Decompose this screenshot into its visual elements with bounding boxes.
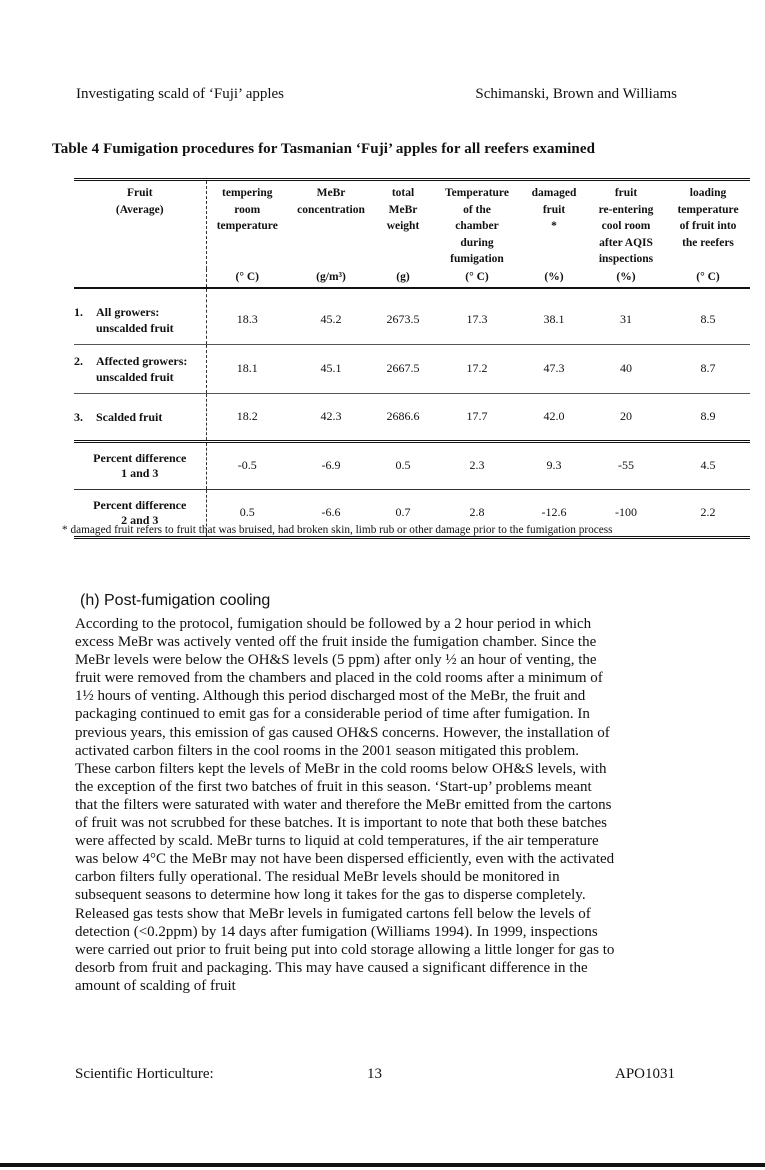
body-text-line: were carried out prior to fruit being put into cold storage allowing a little longer for gas to bbox=[75, 941, 615, 958]
column-header-line: Fruit bbox=[126, 187, 153, 199]
table-cell: -12.6 bbox=[541, 505, 567, 519]
column-header-line: fumigation bbox=[450, 253, 504, 265]
body-text-line: Released gas tests show that MeBr levels in fumigated cartons fell below the levels of bbox=[75, 905, 591, 922]
bottom-rule bbox=[0, 1163, 765, 1167]
table-cell: 20 bbox=[620, 409, 632, 423]
row-number: 3. bbox=[74, 409, 83, 424]
column-unit: (%) bbox=[544, 271, 564, 283]
column-unit: (° C) bbox=[696, 271, 720, 283]
table-cell: 18.3 bbox=[236, 312, 258, 326]
column-unit bbox=[74, 269, 206, 288]
row-label-line: Percent difference bbox=[93, 450, 187, 465]
body-text-line: the exception of the first two batches of fruit in this season. ‘Start-up’ problems meant bbox=[75, 778, 592, 795]
row-label-line: Percent difference bbox=[93, 497, 187, 512]
footer-code: APO1031 bbox=[614, 1066, 675, 1082]
column-header-line: after AQIS bbox=[599, 236, 653, 249]
body-text-line: 1½ hours of venting. Although this period discharged most of the MeBr, the fruit and bbox=[75, 688, 586, 705]
running-head-authors: Schimanski, Brown and Williams bbox=[475, 86, 677, 102]
row-label-line: All growers: bbox=[96, 304, 160, 319]
body-text-line: were affected by scald. MeBr turns to liquid at cold temperatures, if the air temperature bbox=[75, 833, 599, 850]
body-text-line: excess MeBr was actively vented off the fruit inside the fumigation chamber. Since the bbox=[75, 634, 597, 651]
row-number: 1. bbox=[74, 304, 83, 319]
running-head-title: Investigating scald of ‘Fuji’ apples bbox=[76, 86, 285, 102]
table-row bbox=[74, 393, 750, 441]
running-head bbox=[76, 86, 677, 103]
column-header-line: fruit bbox=[614, 187, 638, 199]
row-label bbox=[74, 393, 206, 441]
table-row bbox=[74, 288, 750, 345]
body-text-line: According to the protocol, fumigation should be followed by a 2 hour period in which bbox=[75, 616, 592, 632]
column-header bbox=[374, 180, 432, 270]
page-number: 13 bbox=[367, 1066, 382, 1082]
table-cell: 2667.5 bbox=[386, 361, 420, 375]
table-body bbox=[74, 288, 750, 538]
body-paragraph bbox=[75, 615, 685, 995]
table-cell: 0.5 bbox=[239, 505, 255, 519]
column-header-line: of fruit into bbox=[679, 220, 737, 232]
column-header bbox=[522, 180, 586, 270]
column-header-line: damaged bbox=[531, 187, 577, 199]
column-header-line: total bbox=[391, 187, 415, 199]
table-cell: 18.1 bbox=[236, 361, 258, 375]
table-cell: 42.3 bbox=[320, 409, 342, 423]
column-header bbox=[288, 180, 374, 270]
table-cell: 40 bbox=[620, 361, 632, 375]
table-cell: -6.6 bbox=[321, 505, 341, 519]
row-label bbox=[74, 344, 206, 393]
body-text-line: activated carbon filters in the cool rooms in the 2001 season mitigated this problem. bbox=[75, 742, 580, 759]
row-label bbox=[74, 441, 206, 489]
row-label-line: 1 and 3 bbox=[121, 465, 159, 480]
column-header-line: of the bbox=[463, 203, 491, 216]
body-text-line: desorb from fruit and packaging. This may have caused a significant difference in the bbox=[75, 959, 588, 976]
body-text-line: MeBr levels were below the OH&S levels (5 ppm) after only ½ an hour of venting, the bbox=[75, 652, 597, 669]
row-label-line: unscalded fruit bbox=[96, 320, 174, 335]
column-header-line: chamber bbox=[455, 220, 499, 232]
table-cell: 2.3 bbox=[469, 458, 485, 472]
table-cell: 18.2 bbox=[236, 409, 258, 423]
column-header-line: fruit bbox=[542, 203, 566, 216]
row-label bbox=[74, 288, 206, 345]
table-cell: 9.3 bbox=[546, 458, 562, 472]
section-heading: (h) Post-fumigation cooling bbox=[80, 592, 271, 609]
body-text-line: carbon filters fully operational. The residual MeBr levels should be monitored in bbox=[75, 869, 560, 886]
column-header-line: Temperature bbox=[445, 187, 509, 199]
column-header-line: temperature bbox=[677, 203, 739, 216]
column-header-line: * bbox=[551, 220, 557, 232]
column-header-line: loading bbox=[689, 187, 727, 199]
body-text-line: previous years, this emission of gas caused OH&S concerns. However, the installation of bbox=[75, 724, 610, 741]
table-cell: 47.3 bbox=[543, 361, 565, 375]
body-text-line: packaging continued to emit gas for a considerable period of time after fumigation. In bbox=[75, 706, 590, 723]
column-header bbox=[586, 180, 666, 270]
body-text-line: These carbon filters kept the levels of MeBr in the cold rooms below OH&S levels, with bbox=[75, 760, 607, 777]
body-text-line: of fruit was not scrubbed for these batches. It is important to note that both these batches bbox=[75, 815, 607, 832]
column-header-line: the reefers bbox=[682, 236, 734, 249]
column-unit: (g/m³) bbox=[316, 271, 346, 283]
footer-journal: Scientific Horticulture: bbox=[75, 1066, 214, 1082]
fumigation-table bbox=[74, 178, 750, 539]
column-header-line: temperature bbox=[216, 220, 278, 232]
table-cell: 17.2 bbox=[466, 361, 488, 375]
column-header-line: tempering bbox=[222, 187, 273, 199]
column-header-line: (Average) bbox=[115, 203, 164, 216]
column-header bbox=[74, 180, 206, 270]
row-label-line: 2 and 3 bbox=[121, 512, 159, 527]
table-cell: 2673.5 bbox=[386, 312, 420, 326]
column-header-line: cool room bbox=[601, 220, 651, 232]
column-header-line: during bbox=[460, 236, 494, 249]
percent-difference-row bbox=[74, 441, 750, 489]
table-cell: 8.5 bbox=[700, 312, 716, 326]
column-header-line: re-entering bbox=[598, 203, 654, 216]
table-row bbox=[74, 344, 750, 393]
column-unit: (° C) bbox=[465, 271, 489, 283]
table-cell: 2.2 bbox=[700, 505, 716, 519]
body-text-line: fruit were removed from the chambers and placed in the cold rooms after a minimum of bbox=[75, 670, 603, 687]
table-header bbox=[74, 180, 750, 288]
row-label-line: unscalded fruit bbox=[96, 369, 174, 384]
column-header-line: MeBr bbox=[316, 187, 346, 199]
table-cell: 8.9 bbox=[700, 409, 716, 423]
unit-row bbox=[74, 269, 750, 288]
table-cell: -55 bbox=[618, 458, 634, 472]
table-cell: -0.5 bbox=[237, 458, 257, 472]
body-text-line: was below 4°C the MeBr may not have been dispersed efficiently, even with the activated bbox=[75, 851, 615, 868]
fumigation-table-container bbox=[74, 178, 750, 539]
table-cell: 45.2 bbox=[320, 312, 342, 326]
table-cell: -6.9 bbox=[321, 458, 341, 472]
row-number: 2. bbox=[74, 353, 83, 368]
table-cell: 45.1 bbox=[320, 361, 342, 375]
body-text-line: subsequent seasons to determine how long it takes for the gas to disperse completely. bbox=[75, 887, 586, 904]
body-text-line: that the filters were saturated with water and therefore the MeBr emitted from the cartons bbox=[75, 796, 612, 813]
table-cell: 38.1 bbox=[543, 312, 565, 326]
table-cell: 0.7 bbox=[395, 505, 411, 519]
table-cell: 4.5 bbox=[700, 458, 716, 472]
column-header bbox=[666, 180, 750, 270]
column-header-line: inspections bbox=[598, 253, 654, 265]
header-row bbox=[74, 180, 750, 270]
column-unit: (%) bbox=[616, 271, 636, 283]
table-cell: -100 bbox=[615, 505, 637, 519]
column-header-line: room bbox=[234, 203, 261, 216]
table-cell: 8.7 bbox=[700, 361, 716, 375]
body-text-line: amount of scalding of fruit bbox=[75, 977, 236, 994]
column-header bbox=[432, 180, 522, 270]
table-footnote: * damaged fruit refers to fruit that was bruised, had broken skin, limb rub or other damage prior to the fumigation process bbox=[62, 524, 613, 536]
table-cell: 2.8 bbox=[469, 505, 485, 519]
body-text-line: detection (<0.2ppm) by 14 days after fumigation (Williams 1994). In 1999, inspections bbox=[75, 923, 598, 940]
table-cell: 2686.6 bbox=[386, 409, 420, 423]
column-unit: (° C) bbox=[235, 271, 259, 283]
row-label-line: Affected growers: bbox=[96, 353, 188, 368]
table-cell: 0.5 bbox=[395, 458, 411, 472]
column-header-line: MeBr bbox=[388, 203, 418, 216]
column-header-line: weight bbox=[386, 220, 420, 232]
column-header bbox=[206, 180, 288, 270]
column-unit: (g) bbox=[396, 271, 410, 283]
table-cell: 42.0 bbox=[543, 409, 565, 423]
row-label-line: Scalded fruit bbox=[96, 409, 163, 424]
table-cell: 17.7 bbox=[466, 409, 488, 423]
table-cell: 17.3 bbox=[466, 312, 488, 326]
table-cell: 31 bbox=[620, 312, 632, 326]
column-header-line: concentration bbox=[297, 203, 365, 216]
table-caption: Table 4 Fumigation procedures for Tasmanian ‘Fuji’ apples for all reefers examined bbox=[52, 141, 596, 157]
